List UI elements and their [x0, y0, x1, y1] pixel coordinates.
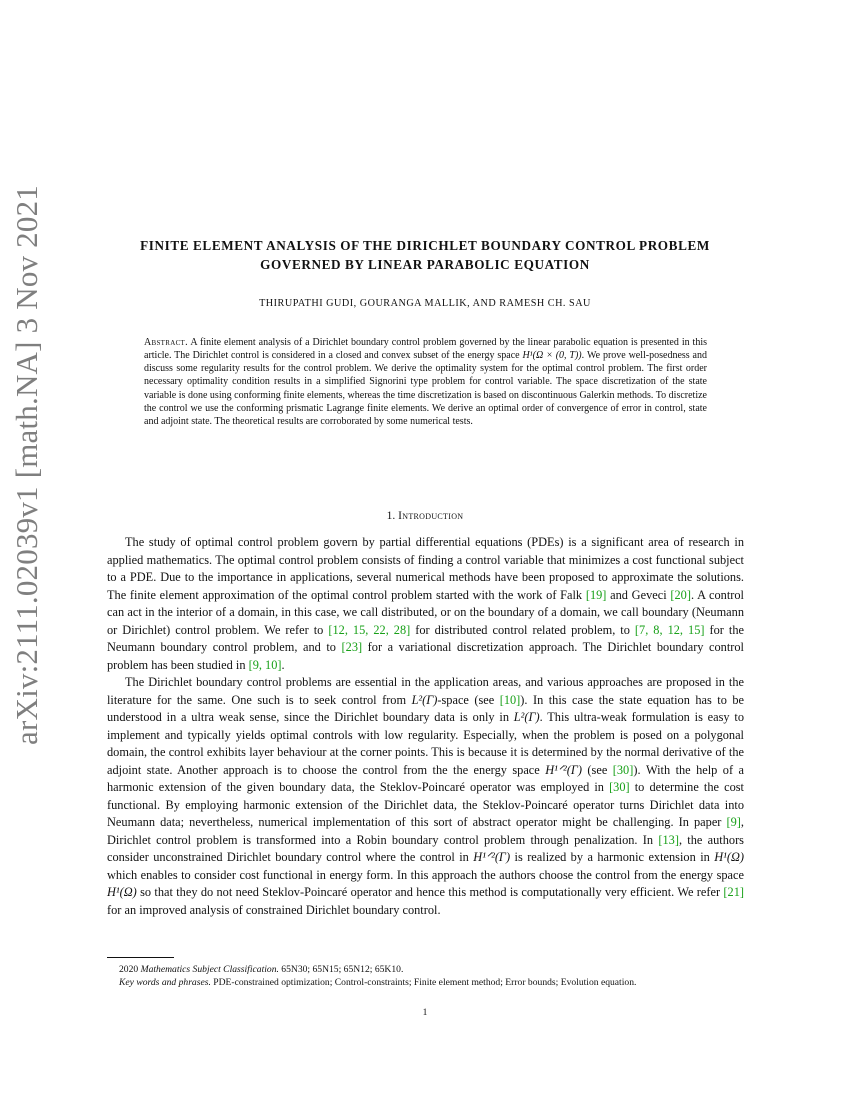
p1-text: .	[281, 657, 285, 672]
math-expression: H¹(Ω)	[107, 885, 137, 899]
section-heading	[100, 510, 750, 522]
citation-link[interactable]: [23]	[341, 640, 363, 654]
p1-text: and Geveci	[606, 587, 671, 602]
citation-link[interactable]: [7, 8, 12, 15]	[634, 622, 705, 637]
p2-text: so that they do not need Steklov-Poincaré operator and hence this method is computationally very efficient. We refer	[136, 885, 724, 899]
footnote-keywords	[107, 976, 744, 989]
section-number: 1.	[386, 510, 396, 522]
paper-title: FINITE ELEMENT ANALYSIS OF THE DIRICHLET BOUNDARY CONTROL PROBLEM GOVERNED BY LINEAR PARABOLIC EQUATION	[140, 238, 710, 272]
citation-link[interactable]: [19]	[585, 587, 607, 602]
citation-link[interactable]: [13]	[658, 832, 679, 847]
section-body	[107, 534, 744, 919]
abstract-energy-space: H¹(Ω × (0, T))	[522, 350, 582, 362]
p2-text: -space (see	[437, 692, 500, 707]
citation-link[interactable]: [12, 15, 22, 28]	[328, 622, 411, 637]
citation-link[interactable]: [21]	[723, 885, 744, 899]
math-expression: H¹(Ω)	[714, 850, 744, 864]
p2-text: for an improved analysis of constrained Dirichlet boundary control.	[107, 902, 441, 917]
citation-link[interactable]: [30]	[612, 762, 634, 777]
p2-text: , the authors consider unconstrained Dirichlet boundary control where the control in	[107, 832, 744, 864]
paper-authors: THIRUPATHI GUDI, GOURANGA MALLIK, AND RAMESH CH. SAU	[259, 298, 591, 309]
citation-link[interactable]: [9, 10]	[248, 657, 282, 672]
p1-text: for the Neumann boundary control problem, and to	[107, 622, 744, 654]
keywords-label: Key words and phrases.	[119, 977, 211, 989]
footnotes	[107, 963, 744, 989]
p2-text: The Dirichlet boundary control problems are essential in the application areas, and various approaches are proposed in the literature for the same. One such is to seek control from	[107, 675, 744, 707]
p2-text: which enables to consider cost functional in energy form. In this approach the authors choose the control from the energy space	[107, 867, 744, 882]
paragraph-1	[107, 534, 744, 674]
p2-text: . This ultra-weak formulation is easy to implement and typically yields optimal controls with low regularity. Especially, when the problem is posed on a polygonal domain, the control exhibits layer behaviour at the corner points. This is because it is determined by the normal derivative of the adjoint state. Another approach is to choose the control from the the energy space	[107, 710, 744, 777]
page-number: 1	[422, 1008, 428, 1018]
p2-text: to determine the cost functional. By employing harmonic extension of the Dirichlet data, the Steklov-Poincaré operator turns Dirichlet data into Neumann data; nevertheless, numerical implementation of this sort of abstract operator might be challenging. In paper	[107, 780, 744, 829]
p2-text: ). With the help of a harmonic extension of the given boundary data, the Steklov-Poincaré operator was employed in	[107, 762, 744, 794]
p2-text: (see	[582, 762, 613, 777]
footnote-msc	[107, 963, 744, 976]
math-expression: H¹ᐟ²(Γ)	[545, 762, 582, 777]
arxiv-identifier-text: arXiv:2111.02039v1 [math.NA] 3 Nov 2021	[9, 185, 44, 745]
msc-label: Mathematics Subject Classification.	[140, 964, 279, 975]
p1-text: . A control can act in the interior of a domain, in this case, we call distributed, or on the boundary of a domain, we call boundary (Neumann or Dirichlet) control problem. We refer to	[107, 587, 744, 637]
msc-codes: 65N30; 65N15; 65N12; 65K10.	[281, 964, 404, 975]
p1-text: The study of optimal control problem govern by partial differential equations (PDEs) is a significant area of research in applied mathematics. The optimal control problem consists of finding a control variable that minimizes a cost functional subject to a PDE. Due to the importance in applications, several numerical methods have been proposed to approximate the solutions. The finite element approximation of the optimal control problem started with the work of Falk	[107, 535, 744, 602]
citation-link[interactable]: [30]	[609, 780, 630, 794]
p2-text: is realized by a harmonic extension in	[510, 850, 715, 864]
footnote-divider	[107, 957, 174, 958]
math-expression: L²(Γ)	[411, 692, 438, 707]
abstract	[144, 336, 707, 428]
p2-text: , Dirichlet control problem is transformed into a Robin boundary control problem through penalization. In	[107, 815, 744, 847]
msc-year: 2020	[119, 964, 139, 975]
p1-text: for distributed control related problem, to	[410, 622, 635, 637]
math-expression: H¹ᐟ²(Γ)	[473, 850, 511, 864]
citation-link[interactable]: [20]	[670, 587, 691, 602]
math-expression: L²(Γ)	[513, 710, 540, 724]
p2-text: ). In this case the state equation has to be understood in a ultra weak sense, since the Dirichlet boundary data is only in	[107, 692, 744, 724]
section-title: Introduction	[398, 510, 464, 522]
citation-link[interactable]: [10]	[499, 692, 521, 707]
arxiv-identifier-stamp	[2, 185, 52, 745]
abstract-text-1: A finite element analysis of a Dirichlet boundary control problem governed by the linear parabolic equation is presented in this article. The Dirichlet control is considered in a closed and convex subset of the energy space	[144, 337, 708, 362]
p1-text: for a variational discretization approach. The Dirichlet boundary control problem has been studied in	[107, 640, 744, 672]
paragraph-2	[107, 674, 744, 919]
keywords-text: PDE-constrained optimization; Control-constraints; Finite element method; Error bounds; Evolution equation.	[213, 977, 637, 989]
abstract-text-2: . We prove well-posedness and discuss some regularity results for the control problem. We derive the optimality system for the optimal control problem. The first order necessary optimality condition results in a simplified Signorini type problem for control variable. The space discretization of the state variable is done using conforming finite elements, whereas the time discretization is based on discontinuous Galerkin methods. To discretize the control we use the conforming prismatic Lagrange finite elements. We derive an optimal order of convergence of error in control, state and adjoint state. The theoretical results are corroborated by some numerical tests.	[144, 350, 707, 427]
abstract-label: Abstract.	[144, 337, 188, 348]
citation-link[interactable]: [9]	[726, 815, 741, 829]
